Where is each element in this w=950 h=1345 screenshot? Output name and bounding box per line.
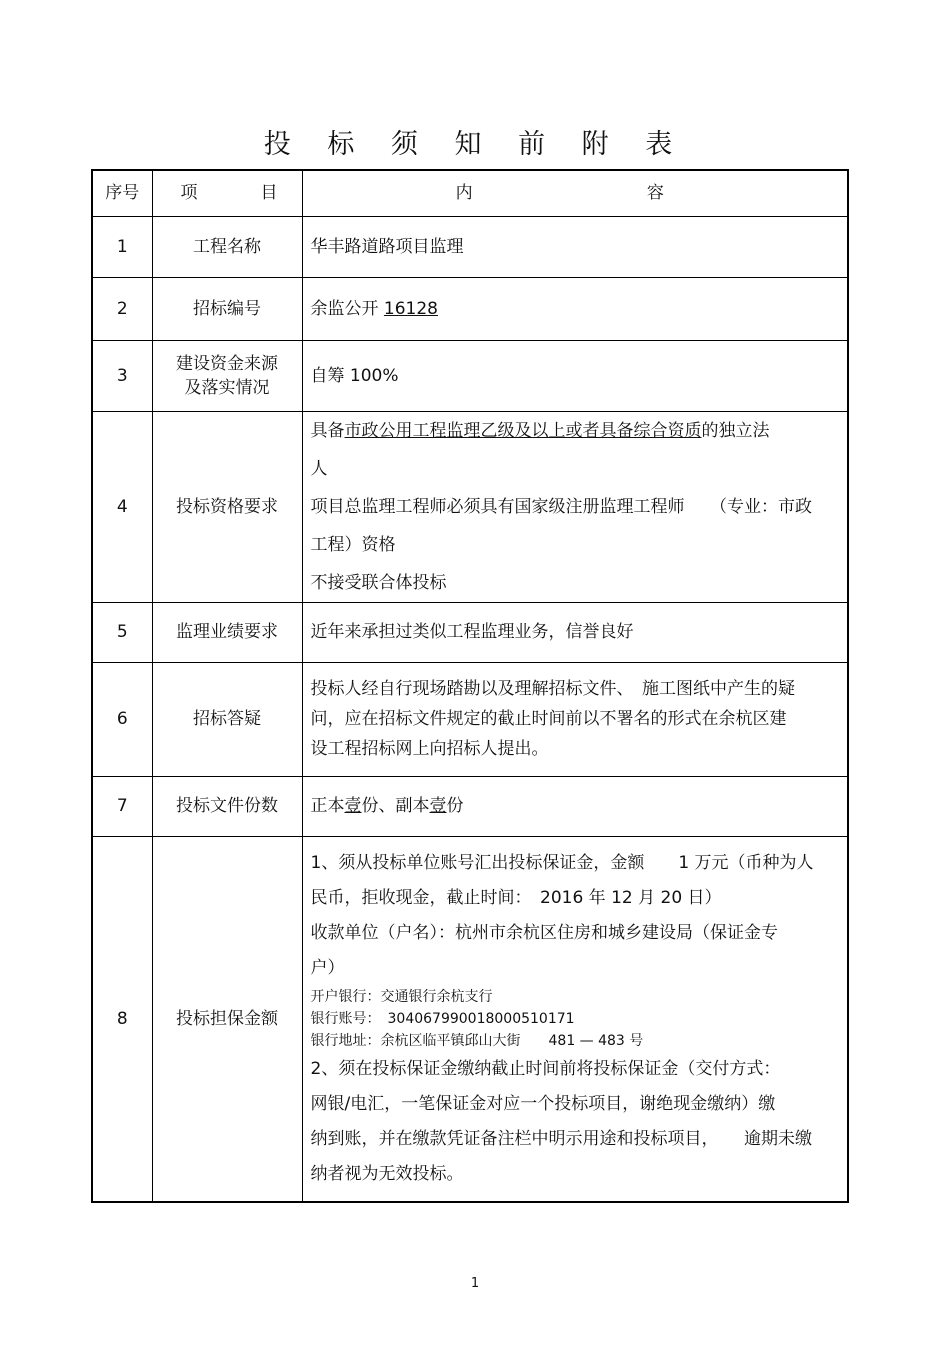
content-line: 人 xyxy=(310,458,328,479)
content-text: 份、副本 xyxy=(361,796,430,816)
table-row xyxy=(92,662,848,776)
row-no: 8 xyxy=(92,836,152,1202)
row-no: 3 xyxy=(92,340,152,411)
bid-number-prefix: 余监公开 xyxy=(310,298,379,319)
table-row xyxy=(92,776,848,836)
row-item-line: 建设资金来源 xyxy=(176,353,278,374)
content-text: 具备 xyxy=(310,420,345,441)
row-item-line: 及落实情况 xyxy=(184,377,270,398)
content-line: 收款单位（户名）：杭州市余杭区住房和城乡建设局（保证金专 xyxy=(310,922,778,943)
header-item-b: 目 xyxy=(260,183,278,204)
table-row xyxy=(92,277,848,340)
row-content: 华丰路道路项目监理 xyxy=(302,216,848,277)
content-line: 户） xyxy=(310,957,345,978)
content-line: 民币，拒收现金，截止时间： 2016 年 12 月 20 日） xyxy=(310,887,722,908)
row-content xyxy=(302,836,848,1202)
table-header-row xyxy=(92,170,848,216)
table-row xyxy=(92,836,848,1202)
row-item: 工程名称 xyxy=(152,216,302,277)
table-row xyxy=(92,216,848,277)
header-item xyxy=(152,170,302,216)
header-content xyxy=(302,170,848,216)
qualification-underlined: 市政公用工程监理乙级及以上或者具备综合资质 xyxy=(344,420,702,441)
content-line: 纳到账，并在缴款凭证备注栏中明示用途和投标项目， 逾期未缴 xyxy=(310,1128,812,1149)
row-item xyxy=(152,340,302,411)
row-item: 投标文件份数 xyxy=(152,776,302,836)
row-item: 投标担保金额 xyxy=(152,836,302,1202)
content-line: 不接受联合体投标 xyxy=(310,572,447,593)
page-number: 1 xyxy=(470,1276,480,1291)
row-item: 招标编号 xyxy=(152,277,302,340)
row-no: 5 xyxy=(92,602,152,662)
row-content xyxy=(302,776,848,836)
original-count: 壹 xyxy=(344,796,362,816)
content-text: 份 xyxy=(446,796,464,816)
bank-name: 开户银行：交通银行余杭支行 xyxy=(310,988,493,1005)
row-no: 2 xyxy=(92,277,152,340)
content-line: 项目总监理工程师必须具有国家级注册监理工程师 （专业：市政 xyxy=(310,496,812,517)
row-no: 6 xyxy=(92,662,152,776)
bank-account: 银行账号： 304067990018000510171 xyxy=(310,1010,575,1027)
content-line: 1、须从投标单位账号汇出投标保证金，金额 1 万元（币种为人 xyxy=(310,852,814,873)
row-content: 自筹 100% xyxy=(302,340,848,411)
row-content xyxy=(302,662,848,776)
content-line: 工程）资格 xyxy=(310,534,396,555)
content-line: 问，应在招标文件规定的截止时间前以不署名的形式在余杭区建 xyxy=(310,709,787,729)
content-line: 纳者视为无效投标。 xyxy=(310,1163,464,1184)
table-row xyxy=(92,411,848,602)
content-line: 投标人经自行现场踏勘以及理解招标文件、 施工图纸中产生的疑 xyxy=(310,679,795,699)
row-content xyxy=(302,411,848,602)
bidding-notice-table xyxy=(91,169,849,1203)
row-item: 投标资格要求 xyxy=(152,411,302,602)
header-content-b: 容 xyxy=(646,183,664,204)
content-text: 的独立法 xyxy=(701,420,770,441)
row-content: 近年来承担过类似工程监理业务，信誉良好 xyxy=(302,602,848,662)
copy-count: 壹 xyxy=(429,796,447,816)
header-content-a: 内 xyxy=(455,183,473,204)
content-line xyxy=(311,412,840,450)
row-no: 7 xyxy=(92,776,152,836)
content-line: 设工程招标网上向招标人提出。 xyxy=(310,739,549,759)
bank-address: 银行地址：余杭区临平镇邱山大街 481 — 483 号 xyxy=(310,1032,644,1049)
bid-number-code: 16128 xyxy=(383,298,438,319)
row-item: 监理业绩要求 xyxy=(152,602,302,662)
content-text: 正本 xyxy=(310,796,345,816)
row-item: 招标答疑 xyxy=(152,662,302,776)
row-content xyxy=(302,277,848,340)
content-line: 网银/电汇，一笔保证金对应一个投标项目，谢绝现金缴纳）缴 xyxy=(310,1093,776,1114)
content-line: 2、须在投标保证金缴纳截止时间前将投标保证金（交付方式： xyxy=(310,1058,781,1079)
header-item-a: 项 xyxy=(180,183,198,204)
page-title: 投 标 须 知 前 附 表 xyxy=(263,129,687,160)
header-no: 序号 xyxy=(92,170,152,216)
table-row xyxy=(92,340,848,411)
row-no: 4 xyxy=(92,411,152,602)
row-no: 1 xyxy=(92,216,152,277)
table-row xyxy=(92,602,848,662)
